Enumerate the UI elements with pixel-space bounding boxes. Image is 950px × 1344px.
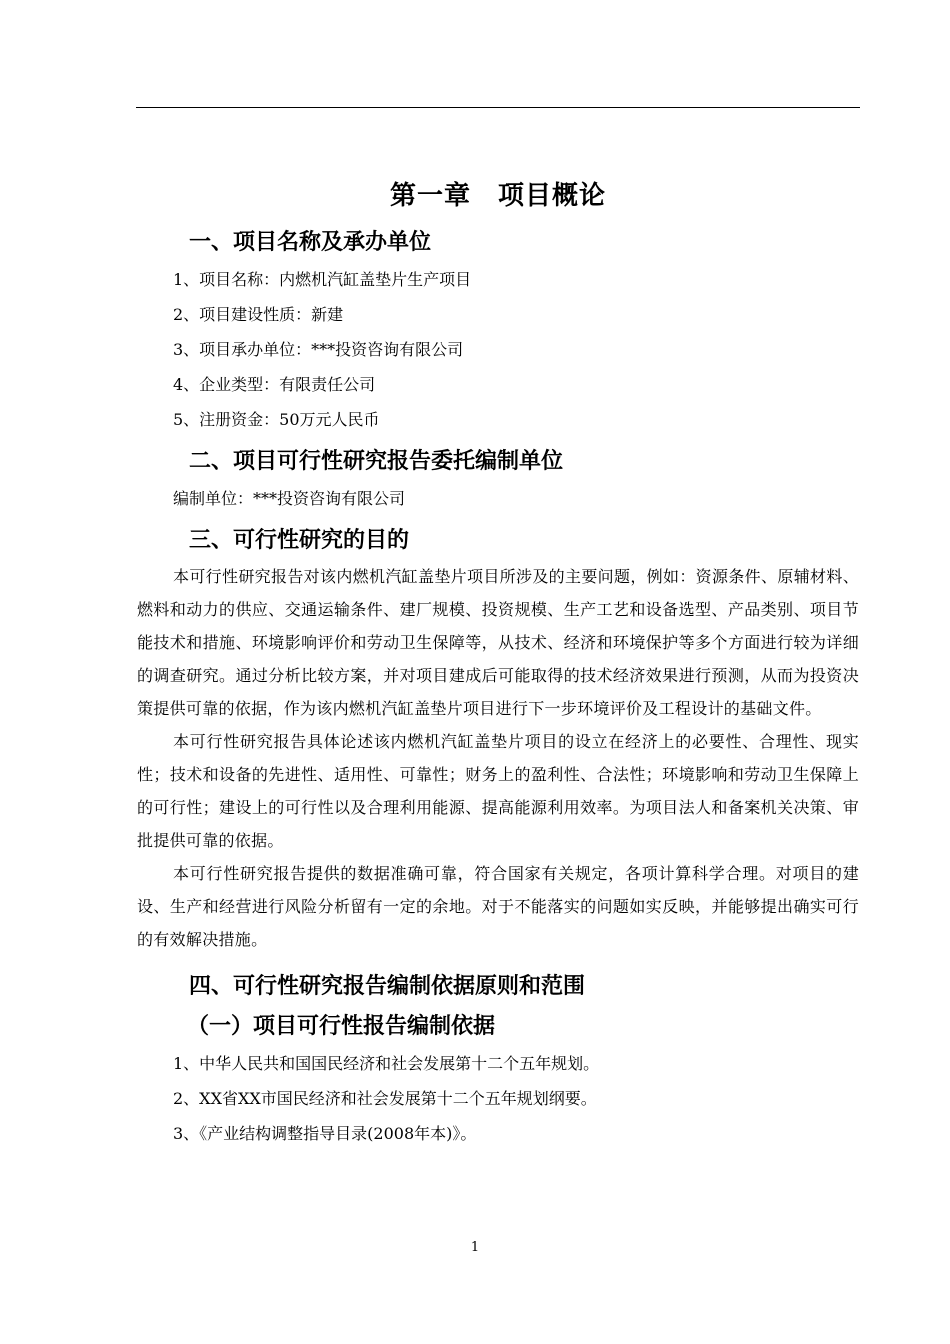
section-heading-4: 四、可行性研究报告编制依据原则和范围 <box>189 973 586 999</box>
project-info-item: 4、企业类型：有限责任公司 <box>173 375 376 394</box>
chapter-title: 第一章 项目概论 <box>389 181 606 211</box>
subsection-heading: （一）项目可行性报告编制依据 <box>187 1013 496 1039</box>
project-info-item: 2、项目建设性质：新建 <box>173 305 344 324</box>
section-heading-1: 一、项目名称及承办单位 <box>189 229 432 255</box>
basis-item: 2、XX省XX市国民经济和社会发展第十二个五年规划纲要。 <box>173 1089 597 1108</box>
section-heading-2: 二、项目可行性研究报告委托编制单位 <box>189 448 564 474</box>
body-paragraph: 本可行性研究报告提供的数据准确可靠，符合国家有关规定，各项计算科学合理。对项目的建设、生产和经营进行风险分析留有一定的余地。对于不能落实的问题如实反映，并能够提出确实可行的有效解决措施。 <box>137 864 859 949</box>
basis-item: 3、《产业结构调整指导目录(2008年本)》。 <box>173 1124 477 1143</box>
project-info-item: 3、项目承办单位：***投资咨询有限公司 <box>173 340 464 359</box>
project-info-item: 5、注册资金：50万元人民币 <box>173 410 380 429</box>
header-rule <box>136 107 860 108</box>
body-paragraph: 本可行性研究报告具体论述该内燃机汽缸盖垫片项目的设立在经济上的必要性、合理性、现实性；技术和设备的先进性、适用性、可靠性；财务上的盈利性、合法性；环境影响和劳动卫生保障上的可行性；建设上的可行性以及合理利用能源、提高能源利用效率。为项目法人和备案机关决策、审批提供可靠的依据。 <box>137 732 859 850</box>
page-number: 1 <box>470 1240 480 1255</box>
project-info-item: 1、项目名称：内燃机汽缸盖垫片生产项目 <box>173 270 472 289</box>
document-body <box>137 170 859 1151</box>
section-heading-3: 三、可行性研究的目的 <box>189 527 410 553</box>
basis-item: 1、中华人民共和国国民经济和社会发展第十二个五年规划。 <box>173 1054 600 1073</box>
body-paragraph: 本可行性研究报告对该内燃机汽缸盖垫片项目所涉及的主要问题，例如：资源条件、原辅材料、燃料和动力的供应、交通运输条件、建厂规模、投资规模、生产工艺和设备选型、产品类别、项目节能技术和措施、环境影响评价和劳动卫生保障等，从技术、经济和环境保护等多个方面进行较为详细的调查研究。通过分析比较方案，并对项目建成后可能取得的技术经济效果进行预测，从而为投资决策提供可靠的依据，作为该内燃机汽缸盖垫片项目进行下一步环境评价及工程设计的基础文件。 <box>137 567 859 718</box>
compiler-line: 编制单位：***投资咨询有限公司 <box>173 489 406 508</box>
